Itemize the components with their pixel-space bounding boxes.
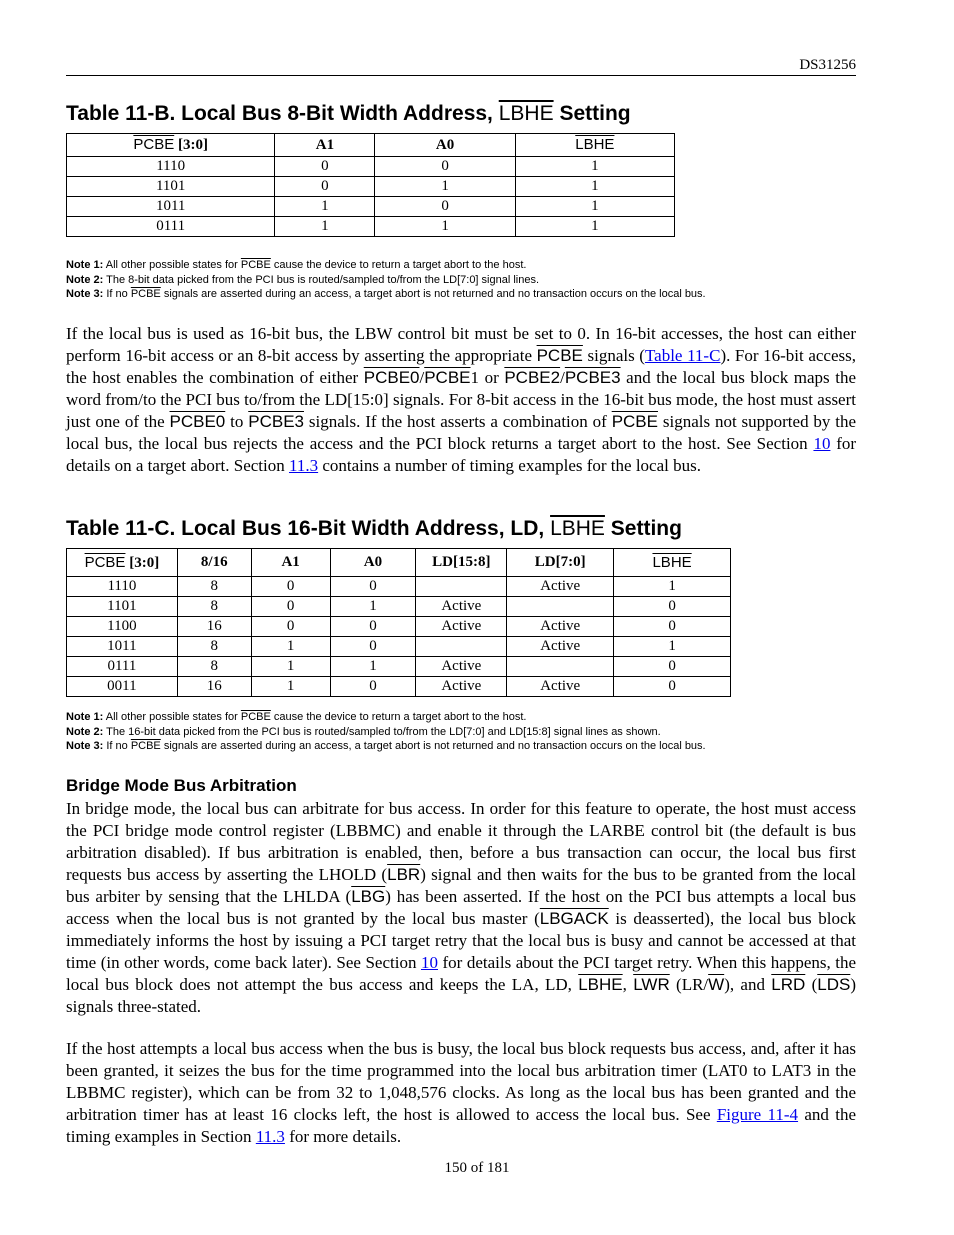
paragraph-arbitration: In bridge mode, the local bus can arbitrate for bus access. In order for this feature to operate, the host must access the PCI bridge mode control register (LBBMC) and enable it through the LARBE control bit (the default is bus arbitration disabled). If bus arbitration is enabled, then, before a bus transaction can occur, the local bus first requests bus access by asserting the LHOLD $(\overline{LBR})$ signal and then waits for the bus to be granted from the local bus arbiter by sensing that the LHLDA $(\overline{LBG})$ has been asserted. If the host on the PCI bus attempts a local bus access when the local bus is not granted by the local bus master (LBGACK is deasserted), the local bus block immediately informs the host by issuing a PCI target retry that the local bus is busy and cannot be accessed at that time (in other words, come back later). See Section 10 for details about the PCI target retry. When this happens, the local bus block does not attempt the bus access and keeps the LA, LD, LBHE, $\overline{LWR}$ $(LR/\overline{W})$, and $\overline{LRD}$ $(\overline{LDS})$ signals three-stated. xyxy=(66,799,857,1016)
table-cell: 1 xyxy=(275,217,375,237)
link-section-11-3[interactable]: 11.3 xyxy=(288,456,319,475)
table-row xyxy=(67,617,731,637)
table-cell: 0 xyxy=(330,617,416,637)
table-cell: 1100 xyxy=(67,617,178,637)
table-cell: 1 xyxy=(251,637,330,657)
table-row xyxy=(67,677,731,697)
col-header-8-16: 8/16 xyxy=(177,549,251,577)
table-cell: 0111 xyxy=(67,657,178,677)
table-cell: 0 xyxy=(330,637,416,657)
table-cell: 1 xyxy=(515,217,674,237)
table-cell xyxy=(416,637,507,657)
table-row xyxy=(67,637,731,657)
col-header-a1: A1 xyxy=(275,134,375,157)
link-section-10[interactable]: 10 xyxy=(813,434,831,453)
note-text: The 16-bit data picked from the PCI bus is routed/sampled to/from the LD[7:0] and LD[15:8] signal lines as shown. xyxy=(106,725,661,738)
note-signal: PCBE xyxy=(130,740,161,752)
table-c xyxy=(66,548,731,697)
table-cell: Active xyxy=(416,657,507,677)
paragraph-16bit: If the local bus is used as 16-bit bus, the LBW control bit must be set to 0. In 16-bit accesses, the host can either perform 16-bit access or an 8-bit access by asserting the appropriate PCBE signals (Table 11-C). For 16-bit access, the host enables the combination of either PCBE0/PCBE1 or PCBE2/PCBE3 and the local bus block maps the word from/to the PCI bus to/from the LD[15:0] signals. For 8-bit access in the 16-bit bus mode, the host must assert just one of the PCBE0 to PCBE3 signals. If the host asserts a combination of PCBE signals not supported by the local bus, the local bus rejects the access and the PCI block returns a target abort to the host. See Section 10 for details on a target abort. Section 11.3 contains a number of timing examples for the local bus. xyxy=(66,324,857,475)
note-text: All other possible states for xyxy=(105,711,238,723)
note-text: If no xyxy=(106,740,128,752)
table-cell: 0 xyxy=(375,157,515,177)
table-header-row xyxy=(67,134,675,157)
col-header-lbhe: LBHE xyxy=(614,549,731,577)
note-text: signals are asserted during an access, a target abort is not returned and no transaction occurs on the local bus. xyxy=(163,740,706,752)
table-cell: 0 xyxy=(614,677,731,697)
table-cell: 0 xyxy=(251,597,330,617)
table-row xyxy=(67,577,731,597)
table-cell: 1110 xyxy=(67,157,275,177)
table-cell: 1 xyxy=(330,597,416,617)
paragraph-busy-bus: If the host attempts a local bus access when the bus is busy, the local bus block requests bus access, and, after it has been granted, it seizes the bus for the time programmed into the local bus arbitration timer (LAT0 to LAT3 in the LBBMC register), which can be from 32 to 1,048,576 clocks. As long as the local bus has been granted and the arbitration timer has at least 16 clocks left, the host is allowed to access the local bus. See Figure 11-4 and the timing examples in Section 11.3 for more details. xyxy=(66,1039,856,1146)
table-cell: 8 xyxy=(177,597,251,617)
note-line xyxy=(66,725,706,740)
col-header-a0: A0 xyxy=(330,549,416,577)
table-row xyxy=(67,177,675,197)
col-header-pcbe: PCBE [3:0] xyxy=(67,549,178,577)
table-cell: 1 xyxy=(375,177,515,197)
document-id: DS31256 xyxy=(799,57,856,73)
note-label: Note 3: xyxy=(66,740,104,752)
table-cell: 0111 xyxy=(67,217,275,237)
note-signal: PCBE xyxy=(240,711,271,723)
table-cell: Active xyxy=(507,677,614,697)
note-text: All other possible states for xyxy=(105,259,238,271)
link-figure-11-4[interactable]: Figure 11-4 xyxy=(716,1105,799,1124)
table-cell: 1 xyxy=(275,197,375,217)
table-cell: 8 xyxy=(177,657,251,677)
header-rule xyxy=(66,75,856,76)
table-cell: 0 xyxy=(275,177,375,197)
table-cell xyxy=(416,577,507,597)
table-cell: 16 xyxy=(177,617,251,637)
table-cell: 1110 xyxy=(67,577,178,597)
table-b-title-signal: LBHE xyxy=(498,102,554,125)
table-cell: 0 xyxy=(614,657,731,677)
table-cell: 8 xyxy=(177,637,251,657)
link-section-10[interactable]: 10 xyxy=(421,953,438,972)
table-b xyxy=(66,133,675,237)
table-cell: 1101 xyxy=(67,177,275,197)
table-cell: 1 xyxy=(251,657,330,677)
note-line xyxy=(66,273,706,288)
table-cell: 0 xyxy=(614,597,731,617)
table-row xyxy=(67,197,675,217)
table-cell: 1 xyxy=(515,177,674,197)
table-row xyxy=(67,597,731,617)
table-cell: 1 xyxy=(614,577,731,597)
table-cell: 8 xyxy=(177,577,251,597)
table-c-title: Table 11-C. Local Bus 16-Bit Width Address, LD, LBHE Setting xyxy=(66,517,682,540)
col-header-a1: A1 xyxy=(251,549,330,577)
table-cell: Active xyxy=(416,677,507,697)
note-label: Note 2: xyxy=(66,725,104,738)
table-row xyxy=(67,217,675,237)
note-label: Note 2: xyxy=(66,273,104,286)
table-cell: Active xyxy=(507,637,614,657)
table-header-row xyxy=(67,549,731,577)
note-line xyxy=(66,739,706,754)
table-cell: 0 xyxy=(330,577,416,597)
col-header-ld-15-8: LD[15:8] xyxy=(416,549,507,577)
note-signal: PCBE xyxy=(240,259,271,271)
table-cell: Active xyxy=(507,577,614,597)
table-cell: 1 xyxy=(614,637,731,657)
table-cell: 16 xyxy=(177,677,251,697)
table-cell: 1 xyxy=(515,197,674,217)
table-cell: 1 xyxy=(330,657,416,677)
table-cell: 1 xyxy=(251,677,330,697)
link-table-11-c[interactable]: Table 11-C xyxy=(644,346,721,365)
col-header-pcbe: PCBE [3:0] xyxy=(67,134,275,157)
table-c-notes xyxy=(66,710,706,754)
table-b-notes xyxy=(66,258,706,302)
table-cell: 1 xyxy=(375,217,515,237)
table-cell: Active xyxy=(416,597,507,617)
table-cell: 1 xyxy=(515,157,674,177)
table-cell: 0 xyxy=(275,157,375,177)
table-cell: 0 xyxy=(330,677,416,697)
table-cell: Active xyxy=(507,617,614,637)
page-number: 150 of 181 xyxy=(444,1160,510,1176)
link-section-11-3[interactable]: 11.3 xyxy=(255,1127,285,1146)
table-cell: 0 xyxy=(375,197,515,217)
note-text: If no xyxy=(106,288,128,300)
note-label: Note 3: xyxy=(66,288,104,300)
note-signal: PCBE xyxy=(130,288,161,300)
section-heading: Bridge Mode Bus Arbitration xyxy=(66,776,297,795)
table-cell: 1101 xyxy=(67,597,178,617)
table-b-title: Table 11-B. Local Bus 8-Bit Width Address, LBHE Setting xyxy=(66,102,631,125)
table-row xyxy=(67,157,675,177)
table-cell xyxy=(507,657,614,677)
table-row xyxy=(67,657,731,677)
table-cell: Active xyxy=(416,617,507,637)
table-cell: 0 xyxy=(614,617,731,637)
note-text: The 8-bit data picked from the PCI bus is routed/sampled to/from the LD[7:0] signal lines. xyxy=(106,273,540,286)
table-cell xyxy=(507,597,614,617)
note-text: cause the device to return a target abort to the host. xyxy=(273,259,527,271)
table-cell: 0011 xyxy=(67,677,178,697)
table-c-title-signal: LBHE xyxy=(550,517,605,540)
col-header-a0: A0 xyxy=(375,134,515,157)
table-cell: 0 xyxy=(251,617,330,637)
note-line xyxy=(66,287,706,302)
note-line xyxy=(66,258,706,273)
note-line xyxy=(66,710,706,725)
note-label: Note 1: xyxy=(66,711,104,723)
col-header-ld-7-0: LD[7:0] xyxy=(507,549,614,577)
table-cell: 0 xyxy=(251,577,330,597)
note-text: cause the device to return a target abort to the host. xyxy=(273,711,527,723)
table-cell: 1011 xyxy=(67,197,275,217)
note-text: signals are asserted during an access, a target abort is not returned and no transaction occurs on the local bus. xyxy=(163,288,706,300)
col-header-lbhe: LBHE xyxy=(515,134,674,157)
note-label: Note 1: xyxy=(66,259,104,271)
table-cell: 1011 xyxy=(67,637,178,657)
